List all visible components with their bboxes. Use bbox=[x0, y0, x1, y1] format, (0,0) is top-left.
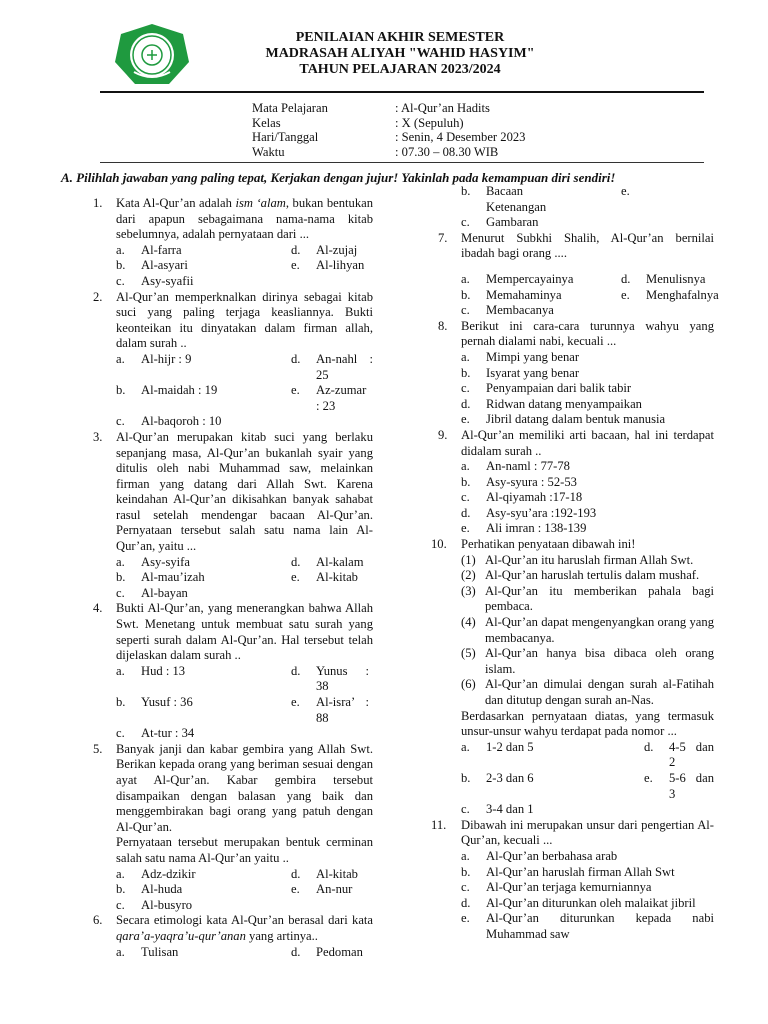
question-text: Al-Qur’an memperknalkan dirinya sebagai kitab suci yang paling terjaga keasliannya. Bukti keonteikan itu dinyatakan dalam firman allah, dalam surah .. bbox=[116, 289, 373, 351]
question-text: Berikut ini cara-cara turunnya wahyu yang pernah dialami nabi, kecuali ... bbox=[461, 318, 714, 349]
statement-item: (5) Al-Qur’an hanya bisa dibaca oleh orang islam. bbox=[461, 646, 714, 676]
question-text: Kata Al-Qur’an adalah bbox=[116, 196, 236, 210]
info-value: : Senin, 4 Desember 2023 bbox=[395, 130, 526, 144]
option-c[interactable]: c. Al-baqoroh : 10 bbox=[116, 414, 222, 429]
question-text: Berdasarkan pernyataan diatas, yang termasuk unsur-unsur wahyu terdapat pada nomor ... bbox=[461, 708, 714, 739]
question-3 bbox=[93, 430, 373, 602]
question-11 bbox=[431, 817, 714, 943]
right-column bbox=[431, 184, 719, 943]
info-rule bbox=[100, 162, 704, 163]
statement-item: (6) Al-Qur’an dimulai dengan surah al-Fatihah dan ditutup dengan surah an-Nas. bbox=[461, 677, 714, 707]
option-d[interactable]: d. An-nahl : 25 bbox=[291, 351, 373, 382]
question-6 bbox=[93, 913, 373, 960]
option-d[interactable]: d. Pedoman bbox=[291, 944, 363, 959]
option-a[interactable]: a. Tulisan bbox=[116, 944, 179, 959]
question-number: 6. bbox=[93, 913, 103, 928]
question-4 bbox=[93, 601, 373, 741]
option-b[interactable]: b. Al-Qur’an haruslah firman Allah Swt bbox=[461, 864, 675, 879]
option-c[interactable]: c. At-tur : 34 bbox=[116, 726, 195, 741]
option-e[interactable]: e. Al-isra’ : 88 bbox=[291, 695, 369, 725]
option-b[interactable]: b. Isyarat yang benar bbox=[461, 365, 580, 380]
info-value: : X (Sepuluh) bbox=[395, 115, 464, 130]
question-text: Dibawah ini merupakan unsur dari pengertian Al-Qur’an, kecuali ... bbox=[461, 817, 714, 848]
question-6-continued bbox=[438, 184, 714, 231]
option-b[interactable]: b. Asy-syura : 52-53 bbox=[461, 474, 577, 489]
option-c[interactable]: c. Gambaran bbox=[461, 215, 539, 230]
question-10 bbox=[431, 537, 714, 818]
header-line-2: MADRASAH ALIYAH "WAHID HASYIM" bbox=[265, 46, 535, 61]
question-number: 7. bbox=[438, 230, 448, 245]
option-e[interactable]: e. Az-zumar : 23 bbox=[291, 383, 367, 413]
option-c[interactable]: c. Membacanya bbox=[461, 303, 554, 318]
option-d[interactable]: d. Al-kitab bbox=[291, 866, 358, 881]
question-number: 9. bbox=[438, 427, 448, 442]
question-text: Menurut Subkhi Shalih, Al-Qur’an bernilai ibadah bagi orang .... bbox=[461, 230, 714, 261]
question-text: Perhatikan penyataan dibawah ini! bbox=[461, 537, 636, 552]
question-italic: qara’a-yaqra’u-qur’anan bbox=[116, 928, 246, 943]
question-number: 5. bbox=[93, 741, 103, 756]
option-b[interactable]: b. Bacaan bbox=[461, 184, 524, 198]
option-a[interactable]: a. Hud : 13 bbox=[116, 663, 186, 678]
option-c[interactable]: c. Asy-syafii bbox=[116, 273, 194, 288]
option-b[interactable]: b. Yusuf : 36 bbox=[116, 695, 193, 709]
option-d[interactable]: d. Ridwan datang menyampaikan bbox=[461, 396, 642, 411]
option-b[interactable]: b. Al-asyari bbox=[116, 258, 188, 273]
info-value: : Al-Qur’an Hadits bbox=[395, 101, 490, 115]
info-label: Hari/Tanggal bbox=[252, 130, 319, 144]
option-c[interactable]: c. Al-busyro bbox=[116, 897, 193, 912]
question-number: 1. bbox=[93, 196, 103, 210]
header-line-1: PENILAIAN AKHIR SEMESTER bbox=[295, 30, 505, 45]
question-1 bbox=[93, 196, 373, 290]
option-a[interactable]: a. Mempercayainya bbox=[461, 271, 574, 286]
option-b[interactable]: b. Al-maidah : 19 bbox=[116, 383, 218, 398]
question-number: 8. bbox=[438, 318, 448, 333]
option-d[interactable]: d. Al-Qur’an diturunkan oleh malaikat jibril bbox=[461, 895, 696, 910]
question-text: Secara etimologi kata Al-Qur’an berasal dari kata bbox=[116, 913, 373, 928]
option-a[interactable]: a. 1-2 dan 5 bbox=[461, 739, 534, 754]
option-c[interactable]: c. Penyampaian dari balik tabir bbox=[461, 381, 632, 396]
option-b[interactable]: b. Al-mau’izah bbox=[116, 570, 205, 585]
question-number: 2. bbox=[93, 289, 103, 304]
option-a[interactable]: a. Mimpi yang benar bbox=[461, 349, 580, 364]
option-e[interactable]: e. An-nur bbox=[291, 882, 353, 897]
option-d[interactable]: d. Asy-syu’ara :192-193 bbox=[461, 505, 597, 520]
question-number: 4. bbox=[93, 601, 103, 616]
question-text: , bukan bentukan dari apapun sebagaimana nama-nama kitab sebelumnya, adalah pernyataan dari ... bbox=[116, 196, 373, 242]
option-e-text: Ketenangan bbox=[486, 199, 547, 214]
info-label: Mata Pelajaran bbox=[252, 101, 328, 115]
option-a[interactable]: a. Al-Qur’an berbahasa arab bbox=[461, 848, 618, 863]
option-a[interactable]: a. An-naml : 77-78 bbox=[461, 459, 570, 474]
statement-item: (4) Al-Qur’an dapat mengenyangkan orang yang membacanya. bbox=[461, 615, 714, 645]
option-c[interactable]: c. Al-qiyamah :17-18 bbox=[461, 490, 583, 505]
question-number: 10. bbox=[431, 537, 447, 552]
exam-info bbox=[252, 101, 525, 159]
option-c[interactable]: c. 3-4 dan 1 bbox=[461, 802, 534, 817]
option-a[interactable]: a. Al-hijr : 9 bbox=[116, 351, 192, 366]
question-text: Bukti Al-Qur’an, yang menerangkan bahwa Allah Swt. Menetang untuk membuat satu surah yang seperti surah dalam Al-Qur’an. Hal tersebut telah dijelaskan dalam surah .. bbox=[116, 601, 373, 663]
exam-header bbox=[200, 30, 600, 78]
question-text: yang artinya.. bbox=[245, 928, 318, 943]
left-column bbox=[93, 196, 373, 960]
option-c[interactable]: c. Al-bayan bbox=[116, 585, 188, 600]
question-text: Banyak janji dan kabar gembira yang Allah Swt. Berikan kepada orang yang beriman sesuai dengan ayat Al-Qur’an. Kabar gembira tersebut disampaikan dengan balasan yang baik dan menggembirakan bagi orang yang patuh dengan Al-Qur’an. bbox=[116, 741, 373, 834]
option-e[interactable]: e. bbox=[621, 184, 630, 198]
question-number: 11. bbox=[431, 817, 447, 832]
option-e[interactable]: e. Menghafalnya bbox=[621, 287, 719, 302]
question-text: Al-Qur’an merupakan kitab suci yang berlaku sepanjang masa, Al-Qur’an bukanlah syair yang ditulis oleh nabi Muhammad saw, melainkan firman yang datang dari Allah Swt. Karena keindahan Al-Qur’an dikisahkan banyak sahabat rasul setelah mendengar bacaan Al-Qur’an. Pernyataan tersebut salah satu nama lain Al-Qur’an, yaitu ... bbox=[116, 429, 373, 554]
option-d[interactable]: d. 4-5 dan 2 bbox=[644, 739, 714, 770]
question-5 bbox=[93, 742, 373, 914]
option-e[interactable]: e. Ali imran : 138-139 bbox=[461, 521, 587, 536]
option-d[interactable]: d. Al-kalam bbox=[291, 554, 364, 569]
header-rule bbox=[100, 91, 704, 93]
info-label: Kelas bbox=[252, 115, 281, 130]
option-e[interactable]: e. Al-lihyan bbox=[291, 258, 365, 273]
question-italic: ism ‘alam bbox=[235, 196, 286, 210]
option-d[interactable]: d. Yunus : 38 bbox=[291, 663, 369, 694]
option-b[interactable]: b. Memahaminya bbox=[461, 287, 562, 302]
question-text: Al-Qur’an memiliki arti bacaan, hal ini terdapat didalam surah .. bbox=[461, 427, 714, 458]
header-line-3: TAHUN PELAJARAN 2023/2024 bbox=[299, 62, 501, 77]
school-logo bbox=[113, 22, 191, 86]
question-7 bbox=[438, 230, 719, 319]
instruction: A. Pilihlah jawaban yang paling tepat, Kerjakan dengan jujur! Yakinlah pada kemampuan diri sendiri! bbox=[61, 170, 616, 185]
option-a[interactable]: a. Asy-syifa bbox=[116, 554, 190, 569]
option-e[interactable]: e. Al-kitab bbox=[291, 570, 358, 585]
question-text: Pernyataan tersebut merupakan bentuk cerminan salah satu nama Al-Qur’an yaitu .. bbox=[116, 835, 373, 865]
option-d[interactable]: d. Al-zujaj bbox=[291, 242, 358, 257]
question-number: 3. bbox=[93, 429, 103, 444]
option-b[interactable]: b. 2-3 dan 6 bbox=[461, 770, 534, 785]
statement-item: (2) Al-Qur’an haruslah tertulis dalam mushaf. bbox=[461, 568, 700, 583]
option-a[interactable]: a. Adz-dzikir bbox=[116, 866, 196, 881]
option-a[interactable]: a. Al-farra bbox=[116, 242, 182, 257]
option-e[interactable]: e. Al-Qur’an diturunkan kepada nabi Muhammad saw bbox=[461, 911, 714, 941]
option-e[interactable]: e. Jibril datang dalam bentuk manusia bbox=[461, 412, 666, 427]
statement-item: (1) Al-Qur’an itu haruslah firman Allah Swt. bbox=[461, 552, 694, 567]
question-2 bbox=[93, 290, 373, 430]
info-label: Waktu bbox=[252, 144, 285, 159]
question-8 bbox=[438, 319, 714, 428]
info-value: : 07.30 – 08.30 WIB bbox=[395, 144, 499, 159]
option-b[interactable]: b. Al-huda bbox=[116, 882, 183, 897]
option-d[interactable]: d. Menulisnya bbox=[621, 271, 706, 286]
option-e[interactable]: e. 5-6 dan 3 bbox=[644, 770, 714, 801]
question-9 bbox=[438, 428, 714, 537]
option-c[interactable]: c. Al-Qur’an terjaga kemurniannya bbox=[461, 880, 652, 895]
statement-item: (3) Al-Qur’an itu memberikan pahala bagi pembaca. bbox=[461, 583, 714, 614]
